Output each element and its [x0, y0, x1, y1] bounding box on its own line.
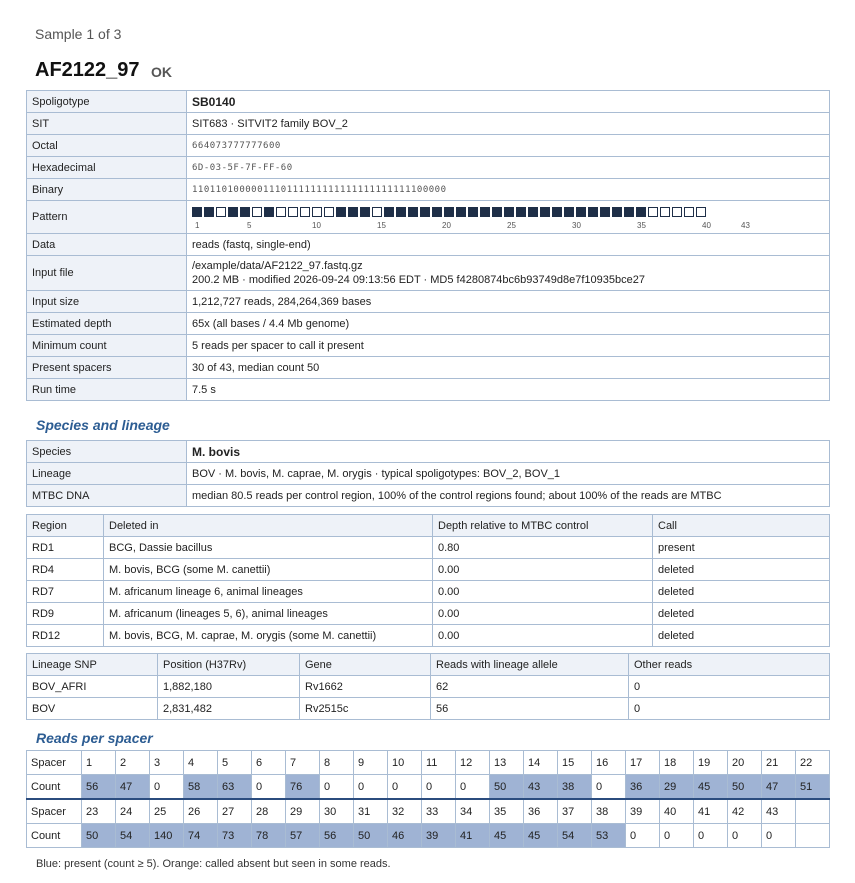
spacer-absent-cell [312, 207, 322, 217]
table-cell: RD9 [27, 603, 104, 625]
spacer-present-cell [612, 207, 622, 217]
pattern-ticks [192, 221, 824, 231]
pattern-tick: 40 [702, 220, 711, 230]
spacer-number: 10 [388, 751, 422, 775]
spacer-absent-cell [300, 207, 310, 217]
spacer-number: 18 [660, 751, 694, 775]
spacer-row-label: Spacer [27, 751, 82, 775]
data-value: reads (fastq, single-end) [187, 234, 830, 256]
sit-value: SIT683 · SITVIT2 family BOV_2 [187, 113, 830, 135]
row-hex [27, 157, 830, 179]
spacer-count: 43 [524, 775, 558, 800]
spacer-number: 29 [286, 799, 320, 824]
spacer-row [27, 751, 830, 775]
label: SIT [27, 113, 187, 135]
table-cell: 0.00 [433, 625, 653, 647]
table-cell: 0.00 [433, 603, 653, 625]
row-input-size [27, 291, 830, 313]
spacer-number: 27 [218, 799, 252, 824]
pattern-tick: 30 [572, 220, 581, 230]
pattern-tick: 20 [442, 220, 451, 230]
spacer-number: 26 [184, 799, 218, 824]
spacer-number: 31 [354, 799, 388, 824]
row-sit [27, 113, 830, 135]
spacer-present-cell [204, 207, 214, 217]
spacer-number: 13 [490, 751, 524, 775]
summary-table [26, 90, 830, 401]
column-header: Call [653, 515, 830, 537]
spacer-present-cell [456, 207, 466, 217]
label: Input size [27, 291, 187, 313]
spacer-count: 36 [626, 775, 660, 800]
table-row [27, 559, 830, 581]
count-row-label: Count [27, 775, 82, 800]
spacer-number: 38 [592, 799, 626, 824]
spacer-count: 45 [490, 824, 524, 848]
binary-value: 1101101000001110111111111111111111111100000 [187, 179, 830, 201]
spacer-count: 74 [184, 824, 218, 848]
spacer-count: 50 [354, 824, 388, 848]
spacer-number: 35 [490, 799, 524, 824]
spacer-number: 28 [252, 799, 286, 824]
spacer-count: 0 [388, 775, 422, 800]
spacer-number: 9 [354, 751, 388, 775]
label: Present spacers [27, 357, 187, 379]
spacer-count: 57 [286, 824, 320, 848]
pattern-visual [187, 201, 830, 234]
spacer-count: 38 [558, 775, 592, 800]
row-octal [27, 135, 830, 157]
pattern-tick: 25 [507, 220, 516, 230]
spacer-number: 39 [626, 799, 660, 824]
row-species [27, 441, 830, 463]
input-file-meta: 200.2 MB · modified 2026-09-24 09:13:56 EDT · MD5 f4280874bc6b93749d8e7f10935bce27 [192, 274, 645, 286]
spacer-present-cell [480, 207, 490, 217]
spacer-present-cell [492, 207, 502, 217]
spacer-number: 43 [762, 799, 796, 824]
spacer-count: 0 [456, 775, 490, 800]
spacer-present-cell [228, 207, 238, 217]
spacer-number: 2 [116, 751, 150, 775]
row-input-file [27, 256, 830, 291]
spacer-absent-cell [288, 207, 298, 217]
row-binary [27, 179, 830, 201]
spacer-number: 12 [456, 751, 490, 775]
input-file-path: /example/data/AF2122_97.fastq.gz [192, 260, 363, 272]
spacer-number: 20 [728, 751, 762, 775]
table-header-row [27, 654, 830, 676]
spacer-count: 41 [456, 824, 490, 848]
spacer-count: 47 [762, 775, 796, 800]
table-cell: 0 [629, 698, 830, 720]
spacer-absent-cell [252, 207, 262, 217]
spacer-number: 23 [82, 799, 116, 824]
spacer-number: 34 [456, 799, 490, 824]
row-spoligotype [27, 91, 830, 113]
spacer-present-cell [636, 207, 646, 217]
label: Data [27, 234, 187, 256]
spacer-number: 37 [558, 799, 592, 824]
spacer-count: 56 [320, 824, 354, 848]
spacer-present-cell [468, 207, 478, 217]
spacer-count: 73 [218, 824, 252, 848]
label: Lineage [27, 463, 187, 485]
spacer-count: 45 [694, 775, 728, 800]
label: Species [27, 441, 187, 463]
table-cell: RD12 [27, 625, 104, 647]
column-header: Gene [300, 654, 431, 676]
spacer-count: 76 [286, 775, 320, 800]
spacer-count: 50 [728, 775, 762, 800]
spacer-number: 22 [796, 751, 830, 775]
spacer-number: 7 [286, 751, 320, 775]
column-header: Position (H37Rv) [158, 654, 300, 676]
spacer-number [796, 799, 830, 824]
row-runtime [27, 379, 830, 401]
species-table [26, 440, 830, 507]
label: Estimated depth [27, 313, 187, 335]
table-cell: 0.00 [433, 559, 653, 581]
count-row [27, 824, 830, 848]
spacer-number: 21 [762, 751, 796, 775]
spacer-number: 40 [660, 799, 694, 824]
spacer-present-cell [240, 207, 250, 217]
spacer-present-cell [504, 207, 514, 217]
spacer-number: 8 [320, 751, 354, 775]
input-size-value: 1,212,727 reads, 284,264,369 bases [187, 291, 830, 313]
pattern-tick: 15 [377, 220, 386, 230]
spacer-present-cell [576, 207, 586, 217]
spacer-row-label: Spacer [27, 799, 82, 824]
table-cell: 0.00 [433, 581, 653, 603]
spacer-absent-cell [372, 207, 382, 217]
pattern-tick: 1 [195, 220, 200, 230]
spacer-number: 15 [558, 751, 592, 775]
row-pattern [27, 201, 830, 234]
column-header: Depth relative to MTBC control [433, 515, 653, 537]
column-header: Region [27, 515, 104, 537]
spacer-present-cell [516, 207, 526, 217]
lineage-value: BOV · M. bovis, M. caprae, M. orygis · typical spoligotypes: BOV_2, BOV_1 [187, 463, 830, 485]
table-cell: RD7 [27, 581, 104, 603]
species-value: M. bovis [187, 441, 830, 463]
table-cell: BOV [27, 698, 158, 720]
label: Spoligotype [27, 91, 187, 113]
spacer-present-cell [552, 207, 562, 217]
table-cell: BCG, Dassie bacillus [104, 537, 433, 559]
count-row-label: Count [27, 824, 82, 848]
table-cell: present [653, 537, 830, 559]
spacer-count: 54 [558, 824, 592, 848]
row-depth [27, 313, 830, 335]
row-data [27, 234, 830, 256]
spacer-number: 1 [82, 751, 116, 775]
table-cell: deleted [653, 559, 830, 581]
table-cell: deleted [653, 581, 830, 603]
spacer-number: 3 [150, 751, 184, 775]
spacer-count: 0 [354, 775, 388, 800]
legend-note: Blue: present (count ≥ 5). Orange: called absent but seen in some reads. [36, 858, 391, 870]
row-min-count [27, 335, 830, 357]
table-cell: M. bovis, BCG (some M. canettii) [104, 559, 433, 581]
spacer-number: 4 [184, 751, 218, 775]
spacer-present-cell [396, 207, 406, 217]
spacer-present-cell [588, 207, 598, 217]
spacer-count [796, 824, 830, 848]
table-cell: 2,831,482 [158, 698, 300, 720]
table-row [27, 537, 830, 559]
spacers-section-title: Reads per spacer [36, 730, 153, 746]
table-row [27, 625, 830, 647]
spacer-number: 17 [626, 751, 660, 775]
input-file-value [187, 256, 830, 291]
spacer-count: 58 [184, 775, 218, 800]
table-header-row [27, 515, 830, 537]
spacer-present-cell [444, 207, 454, 217]
spacer-present-cell [564, 207, 574, 217]
table-cell: M. africanum (lineages 5, 6), animal lineages [104, 603, 433, 625]
table-cell: BOV_AFRI [27, 676, 158, 698]
spacer-count: 46 [388, 824, 422, 848]
spacer-absent-cell [696, 207, 706, 217]
table-cell: RD4 [27, 559, 104, 581]
spacer-absent-cell [660, 207, 670, 217]
table-cell: M. africanum lineage 6, animal lineages [104, 581, 433, 603]
spacer-number: 30 [320, 799, 354, 824]
spacer-number: 19 [694, 751, 728, 775]
column-header: Other reads [629, 654, 830, 676]
table-cell: RD1 [27, 537, 104, 559]
spacer-present-cell [348, 207, 358, 217]
spacer-count: 50 [490, 775, 524, 800]
label: Input file [27, 256, 187, 291]
pattern-tick: 35 [637, 220, 646, 230]
sample-indicator: Sample 1 of 3 [35, 26, 122, 42]
spacer-count: 0 [762, 824, 796, 848]
spacer-count: 45 [524, 824, 558, 848]
table-cell: 0 [629, 676, 830, 698]
spacer-count: 0 [694, 824, 728, 848]
spacer-present-cell [264, 207, 274, 217]
spacer-count: 50 [82, 824, 116, 848]
spacer-number: 5 [218, 751, 252, 775]
status-badge: OK [151, 64, 172, 80]
runtime-value: 7.5 s [187, 379, 830, 401]
label: Binary [27, 179, 187, 201]
spacer-number: 16 [592, 751, 626, 775]
spacer-count: 0 [728, 824, 762, 848]
spacer-present-cell [600, 207, 610, 217]
table-cell: M. bovis, BCG, M. caprae, M. orygis (some M. canettii) [104, 625, 433, 647]
spacer-count: 0 [660, 824, 694, 848]
spacer-count: 47 [116, 775, 150, 800]
spacer-absent-cell [648, 207, 658, 217]
spacer-absent-cell [684, 207, 694, 217]
spacer-count: 0 [592, 775, 626, 800]
table-cell: deleted [653, 625, 830, 647]
spacer-present-cell [336, 207, 346, 217]
spacer-count: 56 [82, 775, 116, 800]
pattern-tick: 43 [741, 220, 750, 230]
table-cell: 56 [431, 698, 629, 720]
spacer-number: 42 [728, 799, 762, 824]
table-cell: 62 [431, 676, 629, 698]
spacer-count: 54 [116, 824, 150, 848]
column-header: Reads with lineage allele [431, 654, 629, 676]
spacer-count: 29 [660, 775, 694, 800]
rd-table [26, 514, 830, 647]
spacer-row [27, 799, 830, 824]
spacer-number: 25 [150, 799, 184, 824]
spacer-present-cell [408, 207, 418, 217]
present-value: 30 of 43, median count 50 [187, 357, 830, 379]
snp-table [26, 653, 830, 720]
spacer-table [26, 750, 830, 848]
spoligotype-value: SB0140 [187, 91, 830, 113]
table-cell: 0.80 [433, 537, 653, 559]
table-cell: deleted [653, 603, 830, 625]
pattern-tick: 10 [312, 220, 321, 230]
spacer-absent-cell [672, 207, 682, 217]
row-lineage [27, 463, 830, 485]
spacer-present-cell [540, 207, 550, 217]
spacer-count: 53 [592, 824, 626, 848]
pattern-tick: 5 [247, 220, 252, 230]
spacer-number: 41 [694, 799, 728, 824]
spacer-count: 0 [626, 824, 660, 848]
count-row [27, 775, 830, 800]
spacer-number: 11 [422, 751, 456, 775]
spacer-number: 14 [524, 751, 558, 775]
label: Minimum count [27, 335, 187, 357]
label: Run time [27, 379, 187, 401]
pattern-cells [192, 207, 824, 217]
spacer-present-cell [192, 207, 202, 217]
spacer-absent-cell [216, 207, 226, 217]
octal-value: 664073777777600 [187, 135, 830, 157]
table-row [27, 603, 830, 625]
min-count-value: 5 reads per spacer to call it present [187, 335, 830, 357]
spacer-number: 33 [422, 799, 456, 824]
column-header: Deleted in [104, 515, 433, 537]
hex-value: 6D-03-5F-7F-FF-60 [187, 157, 830, 179]
table-cell: 1,882,180 [158, 676, 300, 698]
row-present [27, 357, 830, 379]
table-row [27, 676, 830, 698]
spacer-present-cell [624, 207, 634, 217]
spacer-absent-cell [324, 207, 334, 217]
spacer-present-cell [384, 207, 394, 217]
sample-title: AF2122_97 [35, 59, 140, 81]
spacer-present-cell [420, 207, 430, 217]
spacer-count: 39 [422, 824, 456, 848]
table-row [27, 581, 830, 603]
spacer-count: 63 [218, 775, 252, 800]
species-section-title: Species and lineage [36, 417, 170, 433]
spacer-count: 78 [252, 824, 286, 848]
spacer-number: 6 [252, 751, 286, 775]
table-row [27, 698, 830, 720]
spacer-count: 0 [252, 775, 286, 800]
depth-value: 65x (all bases / 4.4 Mb genome) [187, 313, 830, 335]
spacer-count: 140 [150, 824, 184, 848]
table-cell: Rv1662 [300, 676, 431, 698]
spacer-count: 0 [150, 775, 184, 800]
spacer-number: 32 [388, 799, 422, 824]
label: Octal [27, 135, 187, 157]
spacer-count: 0 [320, 775, 354, 800]
spacer-number: 24 [116, 799, 150, 824]
row-mtbc [27, 485, 830, 507]
spacer-count: 0 [422, 775, 456, 800]
spacer-present-cell [432, 207, 442, 217]
spacer-present-cell [360, 207, 370, 217]
spacer-present-cell [528, 207, 538, 217]
mtbc-value: median 80.5 reads per control region, 100% of the control regions found; about 100% of the reads are MTBC [187, 485, 830, 507]
table-cell: Rv2515c [300, 698, 431, 720]
column-header: Lineage SNP [27, 654, 158, 676]
spacer-count: 51 [796, 775, 830, 800]
spacer-number: 36 [524, 799, 558, 824]
label: Hexadecimal [27, 157, 187, 179]
label: MTBC DNA [27, 485, 187, 507]
label: Pattern [27, 201, 187, 234]
spacer-absent-cell [276, 207, 286, 217]
